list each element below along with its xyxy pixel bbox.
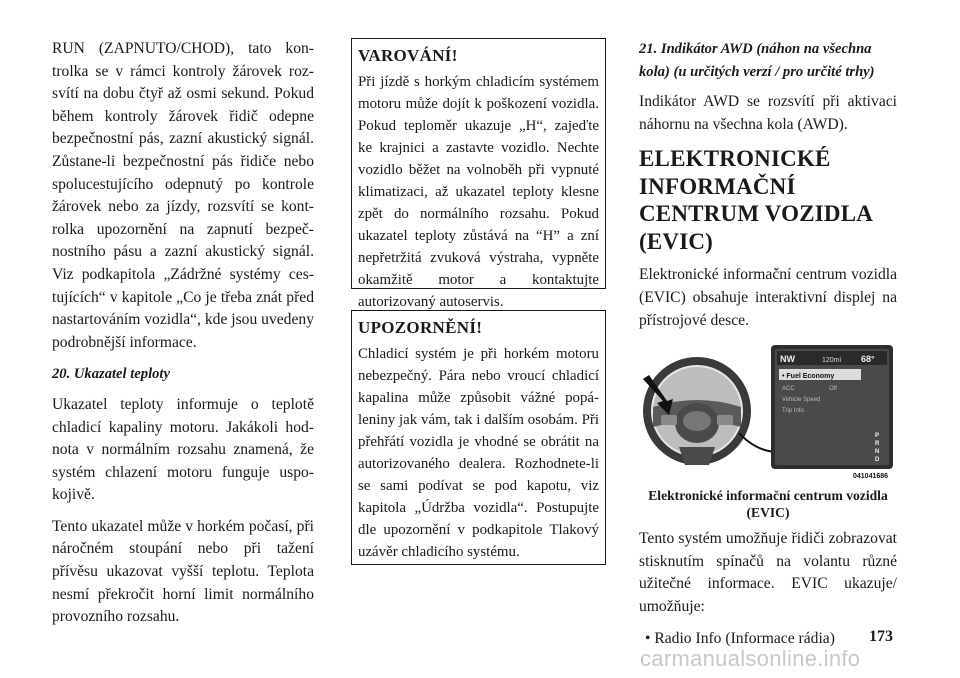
screen-temperature: 68° <box>861 354 875 365</box>
paragraph-seatbelt: RUN (ZAPNUTO/CHOD), tato kontrolka se v rámci kontroly žárovek rozsvítí na dobu čtyř až osmi sekund. Pokud během kontroly žárovek řidič odepne bezpečnostní pás, zazní akustický signál. Zůstane-li bezpečnostní pás řidiče nebo spolucestujícího odepnutý po kontrole žárovek nebo za jízdy, rozsvítí se kontrolka upozornění na zapnutí bezpečnostního pásu a zazní akustický signál. Viz podkapitola „Zádržné systémy cestujících“ v kapitole „Co je třeba znát před nastartováním vozidla“, kde jsou uvedeny podrobnější informace. <box>52 40 314 351</box>
page-number: 173 <box>869 628 893 645</box>
screen-range: 120mi <box>822 357 842 365</box>
paragraph-temperature-1: Ukazatel teploty informuje o teplotě chladicí kapaliny motoru. Jakákoli hodnota v normálním rozsahu znamená, že systém chlazení motoru funguje uspokojivě. <box>52 395 314 504</box>
subheading-temperature-gauge: 20. Ukazatel teploty <box>52 366 170 383</box>
paragraph-awd: Indikátor AWD se rozsvítí při aktivaci náhornu na všechna kola (AWD). <box>639 93 897 133</box>
paragraph-temperature-2: Tento ukazatel může v horkém počasí, při náročném stoupání nebo při tažení přívěsu ukazovat vyšší teplotu. Teplota nesmí překročit horní limit normálního provozního rozsahu. <box>52 517 314 626</box>
gear-p: P <box>875 433 880 440</box>
gear-d: D <box>875 457 880 464</box>
evic-figure <box>639 341 897 481</box>
warning-box <box>351 38 606 310</box>
steering-wheel-evic-illustration <box>639 341 897 481</box>
figure-caption: Elektronické informační centrum vozidla (EVIC) <box>648 488 888 521</box>
middle-column <box>351 38 606 565</box>
menu-item-acc-value: Off <box>829 386 837 393</box>
caution-text: Chladicí systém je při horkém motoru nebezpečný. Pára nebo vroucí chladicí kapalina může způsobit vážné popáleniny jak vám, tak i dalším osobám. Při přehřátí vozidla je vhodné se obrátit na autorizovaného dealera. Rozhodnete-li se sami podívat se pod kapotu, viz kapitola „Údržba vozidla“. Postupujte dle upozornění v podkapitole Tlakový uzávěr chladicího systému. <box>358 346 599 560</box>
menu-item-acc: ACC <box>782 386 795 393</box>
right-column <box>639 38 897 659</box>
left-column <box>52 38 314 638</box>
paragraph-evic-intro: Elektronické informační centrum vozidla (EVIC) obsahuje interaktivní displej na přístrojové desce. <box>639 266 897 329</box>
caution-box <box>351 310 606 565</box>
subheading-awd-indicator: 21. Indikátor AWD (náhon na všechna kola) (u určitých verzí / pro určité trhy) <box>639 41 875 80</box>
gear-n: N <box>875 449 880 456</box>
menu-item-trip-info: Trip Info <box>782 408 804 415</box>
caution-title: UPOZORNĚNÍ! <box>358 318 483 337</box>
warning-title: VAROVÁNÍ! <box>358 46 458 65</box>
paragraph-evic-usage: Tento systém umožňuje řidiči zobrazovat stisknutím spínačů na volantu různé užitečné informace. EVIC ukazuje/ umožňuje: <box>639 530 897 615</box>
screen-compass: NW <box>780 354 795 365</box>
menu-item-vehicle-speed: Vehicle Speed <box>782 397 821 404</box>
evic-display <box>771 345 893 469</box>
steering-wheel-icon <box>643 357 751 465</box>
gear-r: R <box>875 441 880 448</box>
watermark-text: carmanualsonline.info <box>640 646 861 671</box>
warning-text: Při jízdě s horkým chladicím systémem motoru může dojít k poškození vozidla. Pokud teploměr ukazuje „H“, zajeďte ke krajnici a zastavte vozidlo. Nechte vozidlo běžet na volnoběh při vypnuté klimatizaci, až ukazatel teploty klesne zpět do normálního rozsahu. Pokud ukazatel teploty zůstává na “H” a zní nepřetržitá zvuková výstraha, vypněte okamžitě motor a kontaktujte autorizovaný autoservis. <box>358 74 599 310</box>
list-item-radio-info: • Radio Info (Informace rádia) <box>645 629 835 647</box>
section-heading-evic: ELEKTRONICKÉ INFORMAČNÍ CENTRUM VOZIDLA (EVIC) <box>639 146 872 254</box>
menu-item-selected: • Fuel Economy <box>782 373 835 381</box>
figure-code: 041041686 <box>853 473 889 481</box>
